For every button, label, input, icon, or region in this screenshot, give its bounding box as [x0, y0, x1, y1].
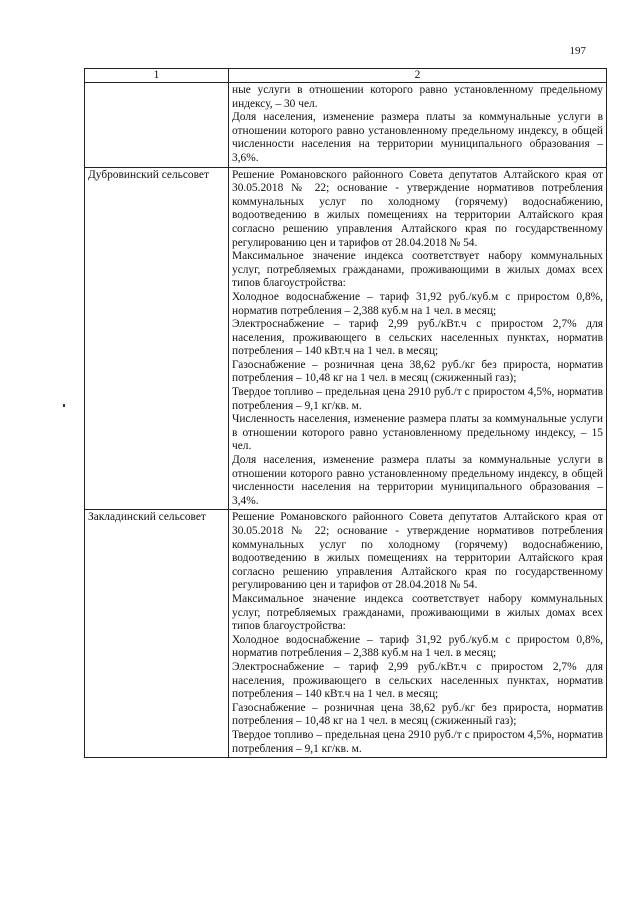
paragraph: ные услуги в отношении которого равно установленному предельному индексу, – 30 чел. — [232, 84, 603, 110]
description-cell — [229, 83, 607, 168]
paragraph: Максимальное значение индекса соответствует набору коммунальных услуг, потребляемых гражданами, проживающими в жилых домах всех типов благоустройства: — [232, 250, 603, 290]
paragraph: Холодное водоснабжение – тариф 31,92 руб./куб.м с приростом 0,8%, норматив потребления – 2,388 куб.м на 1 чел. в месяц; — [232, 290, 603, 317]
paragraph: Доля населения, изменение размера платы за коммунальные услуги в отношении которого равно установленному предельному индексу, в общей численности населения на территории муниципального образования – 3,4%. — [232, 454, 603, 507]
table-header-row — [85, 69, 607, 83]
table-row — [85, 167, 607, 510]
paragraph: Твердое топливо – предельная цена 2910 руб./т с приростом 4,5%, норматив потребления – 9,1 кг/кв. м. — [232, 386, 603, 412]
paragraph: Холодное водоснабжение – тариф 31,92 руб./куб.м с приростом 0,8%, норматив потребления – 2,388 куб.м на 1 чел. в месяц; — [232, 633, 603, 660]
description-cell — [229, 167, 607, 510]
description-cell — [229, 510, 607, 758]
region-cell — [85, 83, 229, 168]
table-row — [85, 83, 607, 168]
paragraph: Доля населения, изменение размера платы за коммунальные услуги в отношении которого равно установленному предельному индексу, в общей численности населения на территории муниципального образования – 3,6%. — [232, 111, 603, 164]
scan-speck — [63, 404, 65, 407]
paragraph: Решение Романовского районного Совета депутатов Алтайского края от 30.05.2018 № 22; основание - утверждение нормативов потребления коммунальных услуг по холодному (горячему) водоснабжению, водоотведению в жилых помещениях на территории Алтайского края согласно решению управления Алтайского края по государственному регулированию цен и тарифов от 28.04.2018 № 54. — [232, 168, 603, 249]
paragraph: Электроснабжение – тариф 2,99 руб./кВт.ч с приростом 2,7% для населения, проживающего в сельских населенных пунктах, норматив потребления – 140 кВт.ч на 1 чел. в месяц; — [232, 318, 603, 358]
region-cell: Закладинский сельсовет — [85, 510, 229, 758]
paragraph: Газоснабжение – розничная цена 38,62 руб./кг без прироста, норматив потребления – 10,48 кг на 1 чел. в месяц (сжиженный газ); — [232, 358, 603, 385]
paragraph: Решение Романовского районного Совета депутатов Алтайского края от 30.05.2018 № 22; основание - утверждение нормативов потребления коммунальных услуг по холодному (горячему) водоснабжению, водоотведению в жилых помещениях на территории Алтайского края согласно решению управления Алтайского края по государственному регулированию цен и тарифов от 28.04.2018 № 54. — [232, 511, 603, 592]
column-header: 1 — [85, 69, 229, 83]
paragraph: Максимальное значение индекса соответствует набору коммунальных услуг, потребляемых гражданами, проживающими в жилых домах всех типов благоустройства: — [232, 592, 603, 633]
table-row — [85, 510, 607, 758]
column-header: 2 — [229, 69, 607, 83]
page-number: 197 — [569, 45, 586, 57]
tariff-table — [84, 68, 607, 758]
paragraph: Твердое топливо – предельная цена 2910 руб./т с приростом 4,5%, норматив потребления – 9,1 кг/кв. м. — [232, 728, 603, 755]
paragraph: Численность населения, изменение размера платы за коммунальные услуги в отношении которого равно установленному предельному индексу, – 15 чел. — [232, 413, 603, 453]
region-cell: Дубровинский сельсовет — [85, 167, 229, 510]
paragraph: Газоснабжение – розничная цена 38,62 руб./кг без прироста, норматив потребления – 10,48 кг на 1 чел. в месяц (сжиженный газ); — [232, 701, 603, 728]
paragraph: Электроснабжение – тариф 2,99 руб./кВт.ч с приростом 2,7% для населения, проживающего в сельских населенных пунктах, норматив потребления – 140 кВт.ч на 1 чел. в месяц; — [232, 660, 603, 701]
